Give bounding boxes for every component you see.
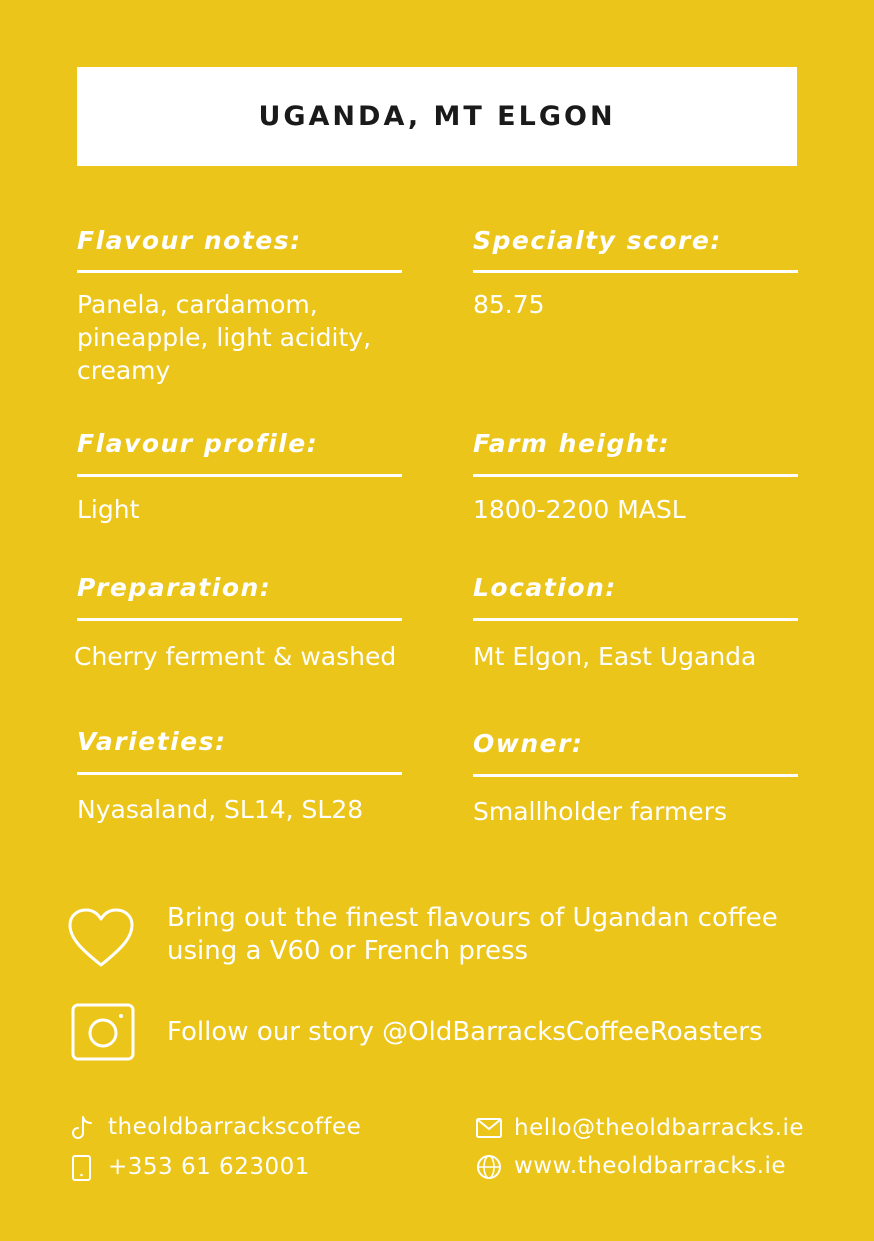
page-title: UGANDA, MT ELGON	[258, 101, 616, 132]
field-location	[473, 572, 798, 671]
phone-icon	[71, 1154, 93, 1182]
field-value: Panela, cardamom, pineapple, light acidity, creamy	[77, 290, 372, 385]
field-value: 85.75	[473, 290, 545, 319]
field-value: Light	[77, 495, 140, 524]
field-value: Mt Elgon, East Uganda	[473, 642, 757, 671]
tiktok-handle[interactable]: theoldbarrackscoffee	[108, 1114, 362, 1140]
divider	[77, 772, 402, 775]
field-farm-height	[473, 428, 798, 524]
field-specialty-score	[473, 225, 798, 319]
follow-text[interactable]: Follow our story @OldBarracksCoffeeRoasters	[167, 1017, 763, 1047]
field-label: Preparation:	[77, 573, 272, 602]
field-value: 1800-2200 MASL	[473, 495, 686, 524]
divider	[473, 474, 798, 477]
field-varieties	[77, 726, 402, 824]
globe-icon	[476, 1154, 502, 1180]
tiktok-icon	[68, 1114, 96, 1142]
divider	[473, 774, 798, 777]
field-value: Smallholder farmers	[473, 797, 727, 826]
brew-tip: Bring out the finest flavours of Ugandan coffee using a V60 or French press	[167, 903, 778, 966]
phone-number[interactable]: +353 61 623001	[108, 1154, 310, 1180]
field-value: Nyasaland, SL14, SL28	[77, 795, 364, 824]
field-owner	[473, 728, 798, 826]
field-label: Farm height:	[473, 429, 671, 458]
field-label: Specialty score:	[473, 226, 722, 255]
field-flavour-profile	[77, 428, 402, 524]
divider	[77, 618, 402, 621]
divider	[77, 474, 402, 477]
divider	[473, 270, 798, 273]
instagram-icon[interactable]	[71, 1003, 135, 1061]
field-flavour-notes	[77, 225, 402, 385]
title-box	[77, 67, 797, 166]
heart-icon	[67, 907, 135, 969]
field-label: Flavour profile:	[77, 429, 319, 458]
email-address[interactable]: hello@theoldbarracks.ie	[514, 1115, 804, 1141]
field-preparation	[74, 572, 402, 671]
divider	[473, 618, 798, 621]
field-value: Cherry ferment & washed	[74, 642, 397, 671]
mail-icon	[475, 1117, 503, 1139]
field-label: Varieties:	[77, 727, 227, 756]
website-url[interactable]: www.theoldbarracks.ie	[514, 1153, 787, 1179]
divider	[77, 270, 402, 273]
field-label: Owner:	[473, 729, 584, 758]
field-label: Location:	[473, 573, 617, 602]
field-label: Flavour notes:	[77, 226, 302, 255]
